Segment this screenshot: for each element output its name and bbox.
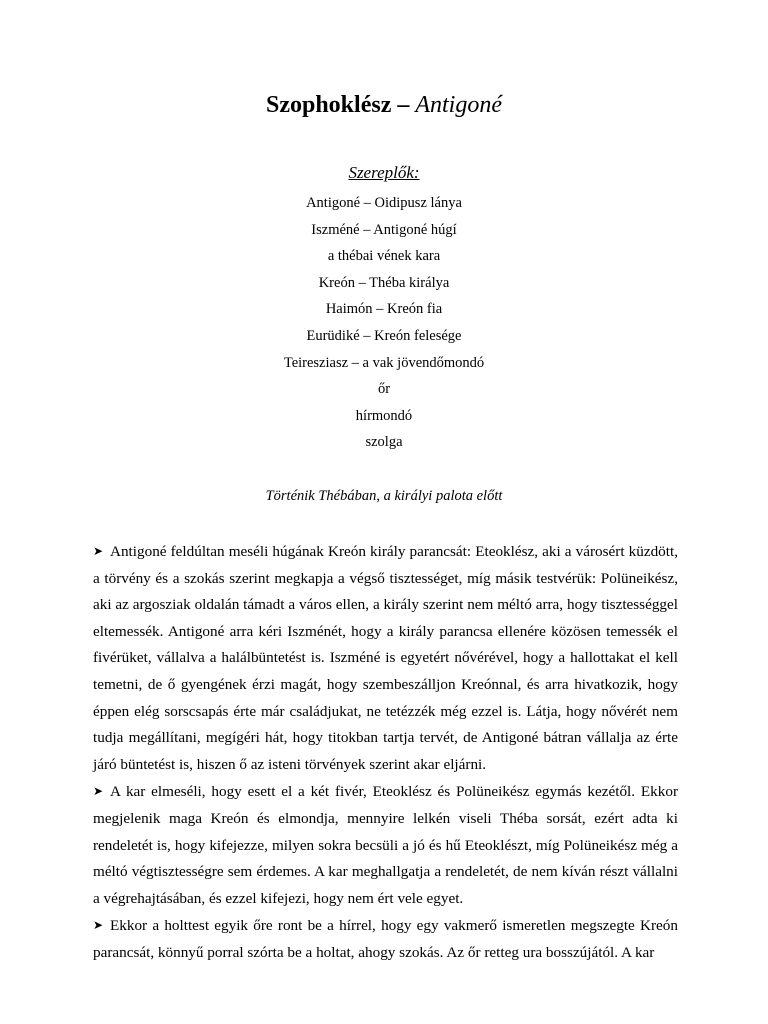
cast-item: hírmondó [355,407,413,424]
paragraph-text: A kar elmeséli, hogy esett el a két fivér, Eteoklész és Polüneikész egymás kezétől. Ekkor megjelenik maga Kreón és elmondja, mennyire lelkén viseli Théba sorsát, ezért adta ki rendeletét is, hogy kifejezze, milyen sokra becsüli a jó és hű Eteoklészt, míg Polüneikész még a méltó végtisztességre sem érdemes. A kar meghallgatja a rendeletét, de nem kíván részt vállalni a végrehajtásában, és ezzel kifejezi, hogy nem ért vele egyet. [93,783,678,907]
cast-item: Antigoné – Oidipusz lánya [306,195,462,211]
cast-item: Haimón – Kreón fia [325,301,443,318]
paragraph-text: Ekkor a holttest egyik őre ront be a hírrel, hogy egy vakmerő ismeretlen megszegte Kreón parancsát, könnyű porral szórta be a holtat, ahogy szokás. Az őr retteg ura bosszújától. A kar [93,917,678,961]
title-author: Szophoklész – [265,92,410,118]
cast-item: a thébai vének kara [327,248,441,265]
synopsis-paragraph [93,538,678,778]
synopsis-paragraph [93,912,678,966]
setting-line: Történik Thébában, a királyi palota előtt [265,488,503,504]
cast-list [0,190,768,456]
cast-item: Eurüdiké – Kreón felesége [306,327,462,344]
document-title [0,90,768,120]
cast-heading: Szereplők: [348,163,420,182]
cast-item: szolga [365,434,403,451]
title-work: Antigoné [415,92,502,118]
arrowhead-bullet-icon: ➤ [93,544,104,558]
paragraph-text: Antigoné feldúltan meséli húgának Kreón király parancsát: Eteoklész, aki a városért küzdött, a törvény és a szokás szerint megkapja a végső tisztességet, míg másik testvérük: Polüneikész, aki az argosziak oldalán támadt a város ellen, a király szerint nem méltó arra, hogy tisztességgel eltemessék. Antigoné arra kéri Iszménét, hogy a király parancsa ellenére közösen temessék el fivérüket, vállalva a halálbüntetést is. Iszméné is egyetért nővérével, hogy a hallottakat el kell temetni, de ő gyengének érzi magát, hogy szembeszálljon Kreónnal, és arra hivatkozik, hogy éppen elég sorscsapás érte már családjukat, ne tetézzék még ezzel is. Látja, hogy nővérét nem tudja megállítani, megígéri hát, hogy titokban tartja tervét, de Antigoné bátran vállalja az érte járó büntetést is, hiszen ő az isteni törvények szerint akar eljárni. [93,543,678,773]
cast-item: Iszméné – Antigoné húgí [311,221,457,238]
cast-item: Teiresziasz – a vak jövendőmondó [283,354,485,371]
synopsis-paragraph [93,778,678,912]
cast-item: Kreón – Théba királya [318,274,450,291]
cast-item: őr [377,381,391,398]
synopsis-body [93,538,678,967]
arrowhead-bullet-icon: ➤ [93,784,104,799]
arrowhead-bullet-icon: ➤ [93,918,104,933]
